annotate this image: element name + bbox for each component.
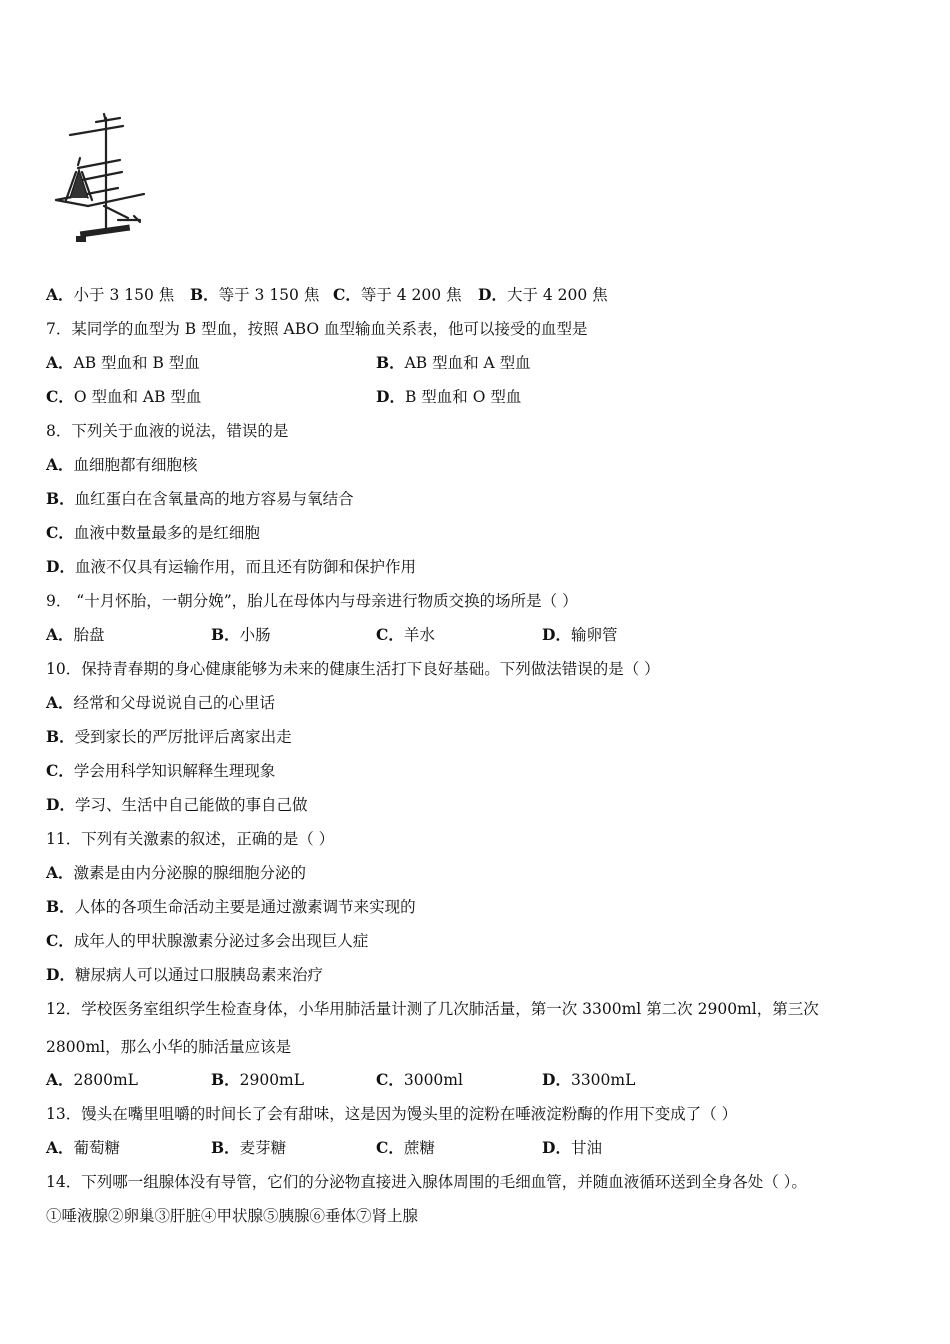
q8-option-d[interactable]: D．血液不仅具有运输作用，而且还有防御和保护作用 — [46, 557, 416, 576]
q7-stem: 7．某同学的血型为 B 型血，按照 ABO 血型输血关系表，他可以接受的血型是 — [46, 320, 588, 338]
q9-option-b[interactable]: B．小肠 — [211, 625, 271, 644]
q8-option-c[interactable]: C．血液中数量最多的是红细胞 — [46, 523, 260, 542]
q10-option-a[interactable]: A．经常和父母说说自己的心里话 — [46, 693, 276, 712]
q7-option-b[interactable]: B．AB 型血和 A 型血 — [376, 353, 531, 372]
q11-option-c[interactable]: C．成年人的甲状腺激素分泌过多会出现巨人症 — [46, 931, 369, 950]
q11-stem: 11．下列有关激素的叙述，正确的是（ ） — [46, 830, 335, 848]
q13-option-c[interactable]: C．蔗糖 — [376, 1138, 435, 1157]
q9-stem: 9． “十月怀胎，一朝分娩”，胎儿在母体内与母亲进行物质交换的场所是（ ） — [46, 592, 578, 610]
q14-items: ①唾液腺②卵巢③肝脏④甲状腺⑤胰腺⑥垂体⑦肾上腺 — [46, 1207, 419, 1225]
q6-option-d[interactable]: D．大于 4 200 焦 — [478, 285, 608, 304]
q10-stem: 10．保持青春期的身心健康能够为未来的健康生活打下良好基础。下列做法错误的是（ ） — [46, 660, 660, 678]
q12-option-d[interactable]: D．3300mL — [542, 1070, 636, 1089]
q10-option-d[interactable]: D．学习、生活中自己能做的事自己做 — [46, 795, 308, 814]
q12-option-a[interactable]: A．2800mL — [46, 1070, 138, 1089]
q9-option-d[interactable]: D．输卵管 — [542, 625, 618, 644]
q9-option-c[interactable]: C．羊水 — [376, 625, 435, 644]
iron-stand-apparatus-figure — [48, 110, 158, 250]
q11-option-a[interactable]: A．激素是由内分泌腺的腺细胞分泌的 — [46, 863, 307, 882]
q12-stem-line1: 12．学校医务室组织学生检查身体，小华用肺活量计测了几次肺活量，第一次 3300ml 第二次 2900ml，第三次 — [46, 1000, 819, 1018]
q11-option-d[interactable]: D．糖尿病人可以通过口服胰岛素来治疗 — [46, 965, 323, 984]
q13-option-d[interactable]: D．甘油 — [542, 1138, 602, 1157]
q10-option-c[interactable]: C．学会用科学知识解释生理现象 — [46, 761, 276, 780]
q8-option-a[interactable]: A．血细胞都有细胞核 — [46, 455, 198, 474]
q8-stem: 8．下列关于血液的说法，错误的是 — [46, 422, 289, 440]
q13-option-b[interactable]: B．麦芽糖 — [211, 1138, 287, 1157]
q10-option-b[interactable]: B．受到家长的严厉批评后离家出走 — [46, 727, 292, 746]
q6-option-c[interactable]: C．等于 4 200 焦 — [333, 285, 462, 304]
q9-option-a[interactable]: A．胎盘 — [46, 625, 105, 644]
q14-stem: 14．下列哪一组腺体没有导管，它们的分泌物直接进入腺体周围的毛细血管，并随血液循环送到全身各处（ ）。 — [46, 1173, 807, 1191]
q7-option-c[interactable]: C．O 型血和 AB 型血 — [46, 387, 202, 406]
q12-option-b[interactable]: B．2900mL — [211, 1070, 305, 1089]
q6-option-b[interactable]: B．等于 3 150 焦 — [190, 285, 320, 304]
q6-option-a[interactable]: A．小于 3 150 焦 — [46, 285, 175, 304]
q12-option-c[interactable]: C．3000ml — [376, 1070, 463, 1089]
q13-stem: 13．馒头在嘴里咀嚼的时间长了会有甜味，这是因为馒头里的淀粉在唾液淀粉酶的作用下变成了（ ） — [46, 1105, 738, 1123]
q7-option-d[interactable]: D．B 型血和 O 型血 — [376, 387, 522, 406]
q7-option-a[interactable]: A．AB 型血和 B 型血 — [46, 353, 200, 372]
q11-option-b[interactable]: B．人体的各项生命活动主要是通过激素调节来实现的 — [46, 897, 416, 916]
q12-stem-line2: 2800ml，那么小华的肺活量应该是 — [46, 1038, 292, 1056]
q8-option-b[interactable]: B．血红蛋白在含氧量高的地方容易与氧结合 — [46, 489, 354, 508]
q13-option-a[interactable]: A．葡萄糖 — [46, 1138, 121, 1157]
